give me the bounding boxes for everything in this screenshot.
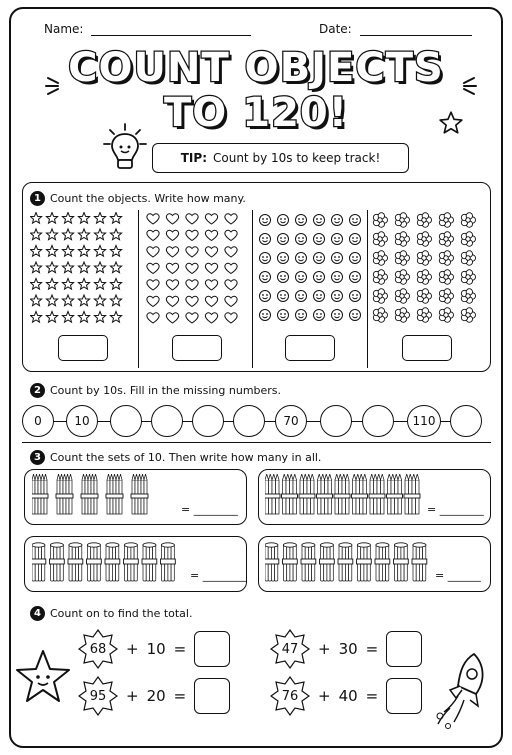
flower-icon: [417, 251, 431, 266]
stick-bundles-icon: [265, 541, 435, 587]
equals-sign: =: [173, 687, 187, 705]
start-number-badge: [78, 629, 118, 669]
star-icon: [30, 229, 41, 240]
bundle-icon: [106, 474, 123, 514]
heart-icon: [147, 313, 159, 323]
date-field[interactable]: [319, 22, 472, 36]
bundle-icon: [265, 543, 279, 581]
smiley-icon: [296, 310, 307, 321]
heart-icon: [166, 247, 178, 257]
heart-icon: [205, 247, 217, 257]
heart-icon: [225, 247, 237, 257]
heart-icon: [205, 313, 217, 323]
answer-box[interactable]: [386, 631, 422, 667]
bundle-icon: [32, 474, 48, 514]
bundle-icon: [282, 474, 298, 514]
smiley-icon: [314, 272, 325, 283]
star-icon: [438, 110, 464, 136]
hearts-group: [146, 212, 248, 330]
section4-instruction: Count on to find the total.: [50, 607, 193, 620]
smiley-icon: [332, 215, 343, 226]
star-icon: [78, 295, 89, 306]
star-icon: [30, 279, 41, 290]
smiley-icon: [278, 215, 289, 226]
heart-icon: [186, 247, 198, 257]
sparkle-right-icon: [452, 72, 478, 98]
heart-icon: [147, 263, 159, 273]
smiley-icon: [278, 310, 289, 321]
plus-sign: +: [126, 687, 139, 705]
sequence-number: 110: [407, 405, 441, 437]
smiley-icon: [314, 234, 325, 245]
star-icon: [94, 262, 105, 273]
star-icon: [110, 312, 121, 323]
answer-line-4[interactable]: = ______: [435, 569, 481, 582]
tip-bold: TIP:: [180, 151, 207, 165]
bundle-icon: [124, 543, 139, 581]
equals-sign: =: [173, 640, 187, 658]
bundle-icon: [161, 543, 176, 581]
smiley-icon: [350, 291, 361, 302]
answer-box-hearts[interactable]: [172, 335, 222, 361]
answer-line-1[interactable]: = ________: [181, 503, 238, 516]
bundle-icon: [81, 474, 98, 514]
heart-icon: [225, 313, 237, 323]
smiley-icon: [314, 253, 325, 264]
star-icon: [62, 246, 73, 257]
star-icon: [78, 213, 89, 224]
addition-problem-2: [270, 629, 422, 669]
smiley-icon: [332, 272, 343, 283]
answer-box-stars[interactable]: [58, 335, 108, 361]
equals-sign: =: [365, 687, 379, 705]
flower-icon: [439, 270, 453, 285]
heart-icon: [166, 263, 178, 273]
rocket-icon: [430, 650, 496, 732]
star-icon: [94, 229, 105, 240]
star-icon: [46, 213, 57, 224]
heart-icon: [166, 296, 178, 306]
sequence-blank[interactable]: [110, 405, 142, 437]
bundle-icon: [317, 474, 333, 514]
section1-divider: [367, 210, 368, 368]
addend: 10: [146, 640, 166, 658]
flower-icon: [395, 232, 409, 247]
smiling-star-icon: [13, 648, 73, 708]
bundle-icon: [412, 543, 427, 581]
flower-icon: [461, 213, 475, 228]
plus-sign: +: [318, 640, 331, 658]
sequence-blank[interactable]: [192, 405, 224, 437]
date-label: Date:: [319, 22, 352, 36]
heart-icon: [186, 313, 198, 323]
lightbulb-icon: [100, 122, 150, 174]
smiley-icon: [260, 215, 271, 226]
star-icon: [110, 279, 121, 290]
start-number-badge: [270, 676, 310, 716]
flower-icon: [373, 270, 387, 285]
smiley-icon: [314, 310, 325, 321]
sequence-blank[interactable]: [151, 405, 183, 437]
heart-icon: [147, 230, 159, 240]
pencil-bundles-icon: [265, 474, 425, 520]
heart-icon: [186, 263, 198, 273]
heart-icon: [205, 263, 217, 273]
heart-icon: [205, 214, 217, 224]
star-icon: [110, 295, 121, 306]
star-icon: [30, 312, 41, 323]
star-icon: [30, 213, 41, 224]
addition-problem-3: [78, 676, 230, 716]
addition-problem-4: [270, 676, 422, 716]
name-line[interactable]: [91, 35, 251, 36]
section1-heading: [30, 191, 246, 206]
smiley-icon: [350, 215, 361, 226]
heart-icon: [147, 214, 159, 224]
addend: 30: [338, 640, 358, 658]
star-icon: [78, 262, 89, 273]
flower-icon: [461, 251, 475, 266]
plus-sign: +: [318, 687, 331, 705]
smiley-icon: [332, 234, 343, 245]
smiley-icon: [278, 291, 289, 302]
sequence-blank[interactable]: [450, 405, 482, 437]
title-line-1: COUNT OBJECTS: [68, 45, 444, 91]
flower-icon: [461, 289, 475, 304]
star-icon: [46, 295, 57, 306]
star-icon: [78, 312, 89, 323]
pencil-bundles-icon: [32, 474, 162, 520]
bundle-icon: [50, 543, 65, 581]
stars-group: [30, 212, 132, 330]
star-icon: [94, 279, 105, 290]
section1-instruction: Count the objects. Write how many.: [50, 192, 246, 205]
section-divider: [22, 442, 491, 443]
flower-icon: [395, 289, 409, 304]
smiley-icon: [332, 310, 343, 321]
heart-icon: [186, 280, 198, 290]
star-icon: [110, 229, 121, 240]
flower-icon: [373, 289, 387, 304]
smiley-icon: [278, 253, 289, 264]
flower-icon: [395, 213, 409, 228]
smiley-icon: [296, 272, 307, 283]
flower-icon: [373, 251, 387, 266]
answer-line-3[interactable]: = ________: [190, 569, 247, 582]
sequence-number: 0: [22, 405, 54, 437]
tip-text: Count by 10s to keep track!: [213, 151, 381, 165]
addend: 40: [338, 687, 358, 705]
smiley-icon: [332, 253, 343, 264]
heart-icon: [186, 214, 198, 224]
plus-sign: +: [126, 640, 139, 658]
star-icon: [78, 229, 89, 240]
star-icon: [78, 246, 89, 257]
equals-sign: =: [427, 503, 437, 516]
start-number-badge: [270, 629, 310, 669]
flower-icon: [373, 308, 387, 323]
smiley-icon: [350, 310, 361, 321]
smiley-icon: [260, 291, 271, 302]
star-icon: [110, 246, 121, 257]
bundle-icon: [32, 543, 46, 581]
section1-divider: [138, 210, 139, 368]
flower-icon: [439, 232, 453, 247]
name-field[interactable]: [44, 22, 251, 36]
bundle-icon: [87, 543, 102, 581]
star-icon: [30, 295, 41, 306]
section2-instruction: Count by 10s. Fill in the missing numbers.: [50, 384, 282, 397]
smiley-icon: [314, 215, 325, 226]
star-icon: [62, 213, 73, 224]
flower-icon: [439, 308, 453, 323]
star-icon: [62, 279, 73, 290]
flower-icon: [395, 270, 409, 285]
smiley-icon: [350, 234, 361, 245]
flower-icon: [395, 251, 409, 266]
answer-box-smileys[interactable]: [285, 335, 335, 361]
heart-icon: [147, 247, 159, 257]
flowers-group: [372, 212, 484, 330]
smiley-icon: [296, 253, 307, 264]
bundle-icon: [105, 543, 120, 581]
star-icon: [62, 295, 73, 306]
stick-bundles-icon: [32, 541, 192, 587]
smiley-icon: [260, 272, 271, 283]
star-icon: [94, 312, 105, 323]
smiley-icon: [260, 310, 271, 321]
flower-icon: [417, 289, 431, 304]
bundle-icon: [283, 543, 298, 581]
star-icon: [62, 312, 73, 323]
flower-icon: [417, 270, 431, 285]
section4-number: 4: [30, 606, 45, 621]
star-icon: [30, 246, 41, 257]
answer-line-2[interactable]: = ________: [427, 503, 484, 516]
heart-icon: [186, 230, 198, 240]
answer-box-flowers[interactable]: [402, 335, 452, 361]
section2-heading: [30, 383, 281, 398]
smiley-icon: [332, 291, 343, 302]
flower-icon: [417, 213, 431, 228]
start-number-badge: [78, 676, 118, 716]
flower-icon: [461, 232, 475, 247]
flower-icon: [417, 232, 431, 247]
bundle-icon: [68, 543, 83, 581]
flower-icon: [439, 289, 453, 304]
heart-icon: [166, 313, 178, 323]
addend: 20: [146, 687, 166, 705]
bundle-icon: [56, 474, 73, 514]
section4-heading: [30, 606, 192, 621]
heart-icon: [225, 263, 237, 273]
smiley-icon: [296, 234, 307, 245]
heart-icon: [166, 280, 178, 290]
section1-number: 1: [30, 191, 45, 206]
heart-icon: [166, 214, 178, 224]
star-icon: [46, 262, 57, 273]
flower-icon: [439, 213, 453, 228]
smileys-group: [257, 212, 365, 330]
bundle-icon: [357, 543, 372, 581]
section1-divider: [252, 210, 253, 368]
name-label: Name:: [44, 22, 84, 36]
smiley-icon: [314, 291, 325, 302]
star-icon: [46, 279, 57, 290]
section3-number: 3: [30, 450, 45, 465]
addition-problem-1: [78, 629, 230, 669]
bundle-icon: [404, 474, 420, 514]
star-icon: [62, 262, 73, 273]
heart-icon: [205, 230, 217, 240]
heart-icon: [205, 296, 217, 306]
heart-icon: [225, 214, 237, 224]
equals-sign: =: [181, 503, 191, 516]
star-icon: [30, 262, 41, 273]
star-icon: [94, 213, 105, 224]
smiley-icon: [350, 272, 361, 283]
bundle-icon: [352, 474, 368, 514]
bundle-icon: [338, 543, 353, 581]
bundle-icon: [387, 474, 403, 514]
answer-box[interactable]: [194, 678, 230, 714]
heart-icon: [147, 296, 159, 306]
heart-icon: [225, 280, 237, 290]
smiley-icon: [260, 253, 271, 264]
flower-icon: [417, 308, 431, 323]
sequence-blank[interactable]: [362, 405, 394, 437]
bundle-icon: [375, 543, 390, 581]
star-icon: [110, 213, 121, 224]
section3-heading: [30, 450, 321, 465]
sequence-number: 10: [66, 405, 98, 437]
start-number: 68: [89, 641, 107, 657]
answer-box[interactable]: [194, 631, 230, 667]
flower-icon: [461, 308, 475, 323]
bundle-icon: [265, 474, 280, 514]
star-icon: [62, 229, 73, 240]
section2-number: 2: [30, 383, 45, 398]
equals-sign: =: [435, 569, 445, 582]
sequence-blank[interactable]: [320, 405, 352, 437]
title-line-2: TO 120!: [164, 90, 348, 136]
flower-icon: [395, 308, 409, 323]
heart-icon: [205, 280, 217, 290]
bundle-icon: [394, 543, 409, 581]
flower-icon: [373, 232, 387, 247]
sequence-blank[interactable]: [233, 405, 265, 437]
star-icon: [46, 312, 57, 323]
star-icon: [46, 229, 57, 240]
bundle-icon: [301, 543, 316, 581]
heart-icon: [186, 296, 198, 306]
star-icon: [110, 262, 121, 273]
start-number: 47: [281, 641, 299, 657]
star-icon: [94, 295, 105, 306]
flower-icon: [461, 270, 475, 285]
smiley-icon: [278, 272, 289, 283]
heart-icon: [166, 230, 178, 240]
heart-icon: [225, 296, 237, 306]
star-icon: [94, 246, 105, 257]
tip-box: [152, 143, 409, 173]
smiley-icon: [350, 253, 361, 264]
star-icon: [78, 279, 89, 290]
start-number: 95: [89, 688, 107, 704]
heart-icon: [225, 230, 237, 240]
section3-instruction: Count the sets of 10. Then write how many in all.: [50, 451, 322, 464]
flower-icon: [373, 213, 387, 228]
bundle-icon: [299, 474, 315, 514]
equals-sign: =: [365, 640, 379, 658]
sequence-number: 70: [275, 405, 307, 437]
bundle-icon: [320, 543, 335, 581]
equals-sign: =: [190, 569, 200, 582]
smiley-icon: [260, 234, 271, 245]
smiley-icon: [278, 234, 289, 245]
answer-box[interactable]: [386, 678, 422, 714]
bundle-icon: [142, 543, 157, 581]
star-icon: [46, 246, 57, 257]
bundle-icon: [369, 474, 385, 514]
heart-icon: [147, 280, 159, 290]
smiley-icon: [296, 291, 307, 302]
sparkle-left-icon: [44, 72, 70, 98]
start-number: 76: [281, 688, 299, 704]
bundle-icon: [334, 474, 350, 514]
smiley-icon: [296, 215, 307, 226]
bundle-icon: [131, 474, 148, 514]
date-line[interactable]: [360, 35, 472, 36]
flower-icon: [439, 251, 453, 266]
